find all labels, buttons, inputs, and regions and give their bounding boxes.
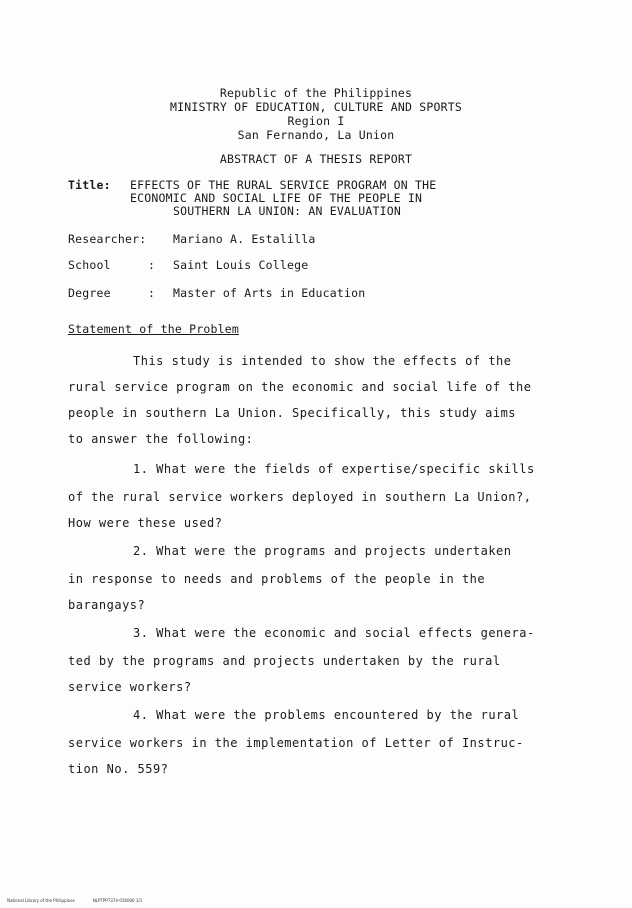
body-line: 1. What were the fields of expertise/specific skills xyxy=(133,462,535,476)
header-ministry: MINISTRY OF EDUCATION, CULTURE AND SPORTS xyxy=(169,100,463,114)
body-line: 2. What were the programs and projects undertaken xyxy=(133,544,512,558)
title-label: Title: xyxy=(68,178,111,192)
body-line: people in southern La Union. Specifically, this study aims xyxy=(68,406,517,420)
section-heading: Statement of the Problem xyxy=(68,322,239,336)
school-name: Saint Louis College xyxy=(173,258,309,272)
body-line: of the rural service workers deployed in southern La Union?, xyxy=(68,490,532,504)
body-line: ted by the programs and projects undertaken by the rural xyxy=(68,654,501,668)
header-republic: Republic of the Philippines xyxy=(219,86,413,100)
document-type: ABSTRACT OF A THESIS REPORT xyxy=(219,152,413,166)
body-line: service workers in the implementation of Letter of Instruc- xyxy=(68,736,524,750)
title-line-1: EFFECTS OF THE RURAL SERVICE PROGRAM ON THE xyxy=(130,178,437,192)
body-line: rural service program on the economic and social life of the xyxy=(68,380,532,394)
archive-footer xyxy=(2,893,160,908)
body-line: service workers? xyxy=(68,680,192,694)
body-line: barangays? xyxy=(68,598,146,612)
school-label: School xyxy=(68,258,111,272)
school-colon: : xyxy=(148,258,156,272)
body-line: 3. What were the economic and social effects genera- xyxy=(133,626,535,640)
degree-colon: : xyxy=(148,286,156,300)
body-line: 4. What were the problems encountered by the rural xyxy=(133,708,520,722)
footer-code: NLPTPP7374-016000 1/1 xyxy=(92,898,143,903)
body-line: How were these used? xyxy=(68,516,223,530)
header-region: Region I xyxy=(287,114,345,128)
researcher-name: Mariano A. Estalilla xyxy=(173,232,316,246)
footer-library: National Library of the Philippines xyxy=(7,898,75,903)
title-line-3: SOUTHERN LA UNION: AN EVALUATION xyxy=(173,204,401,218)
body-line: to answer the following: xyxy=(68,432,254,446)
body-line: This study is intended to show the effects of the xyxy=(133,354,512,368)
header-location: San Fernando, La Union xyxy=(237,128,395,142)
degree-label: Degree xyxy=(68,286,111,300)
degree-name: Master of Arts in Education xyxy=(173,286,366,300)
body-line: in response to needs and problems of the people in the xyxy=(68,572,486,586)
researcher-label: Researcher: xyxy=(68,232,147,246)
title-line-2: ECONOMIC AND SOCIAL LIFE OF THE PEOPLE IN xyxy=(130,191,423,205)
body-line: tion No. 559? xyxy=(68,762,169,776)
